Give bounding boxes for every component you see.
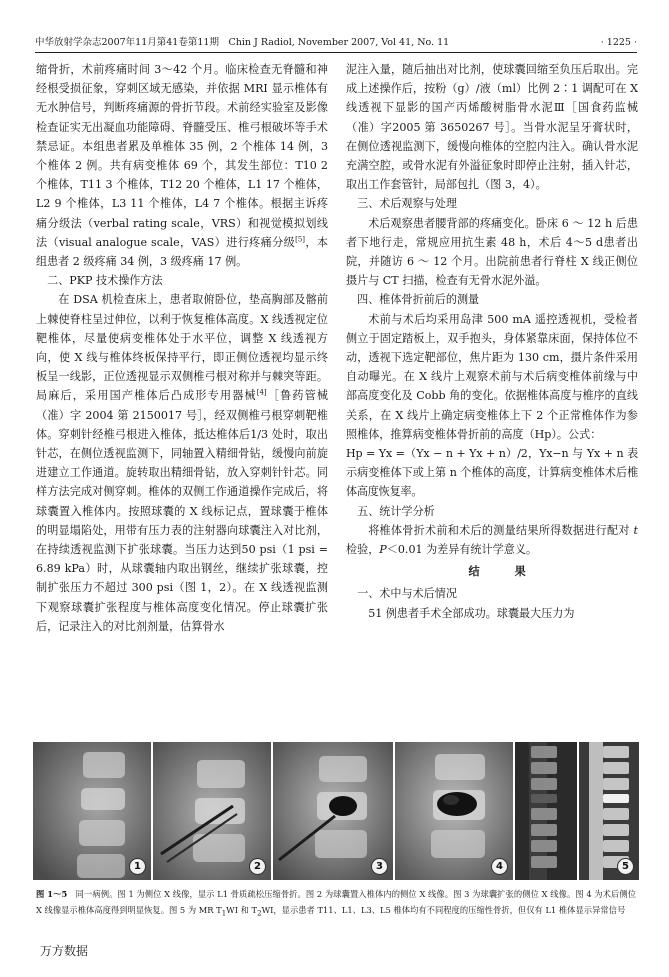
left-column <box>36 60 328 736</box>
paragraph-pkp-procedure: 在 DSA 机检查床上，患者取俯卧位，垫高胸部及髂前上棘使脊柱呈过伸位，以利于恢复椎体高度。X 线透视定位靶椎体，尽量使病变椎体处于水平位，调整 X 线透视方向，使 X 线与椎体终板保持平行，即正侧位透视均显示终板呈一线影，正位透视显示双侧椎弓根对称并与棘突等距。局麻后，采用国产椎体后凸成形专用器械[4]［鲁药管械（准）字 2004 第 2150017 号］，经双侧椎弓根穿刺靶椎体。穿刺针经椎弓根进入椎体，抵达椎体后1/3 处时，取出针芯，在侧位透视监测下，同轴置入精细骨钻，缓慢向前旋进建立工作通道。旋转取出精细骨钻，放入穿刺针针芯。同样方法完成对侧穿刺。椎体的双侧工作通道操作完成后，将球囊置入椎体内。按照球囊的 X 线标记点，置球囊于椎体的明显塌陷处，用带有压力表的注射器向球囊注入对比剂，在持续透视监测下扩张球囊。当压力达到50 psi（1 psi = 6.89 kPa）时，从球囊轴内取出钢丝，继续扩张球囊，控制扩张压力不超过 300 psi（图 1，2）。在 X 线透视监测下观察球囊扩张程度与椎体高度变化情况。停止球囊扩张后，记录注入的对比剂剂量，估算骨水 <box>36 293 328 633</box>
figure-panel-1 <box>33 742 151 880</box>
right-column <box>346 60 638 736</box>
database-watermark: 万方数据 <box>40 944 89 958</box>
paragraph-cement: 泥注入量，随后抽出对比剂，使球囊回缩至负压后取出。完成上述操作后，按粉（g）/液（ml）比例 2∶1 调配可在 X 线透视下显影的国产丙烯酸树脂骨水泥Ⅲ［国食药监械（准）字2005 第 3650267 号］。当骨水泥呈牙膏状时，在侧位透视监测下，缓慢向椎体的空腔内注入。确认骨水泥充满空腔，或骨水泥有外溢征象时即停止注射，插入针芯，取出工作套管针，局部包扎（图 3，4）。 <box>346 63 638 192</box>
section-heading-measurement: 四、椎体骨折前后的测量 <box>357 293 480 307</box>
caption-label: 图 1～5 <box>36 889 68 899</box>
journal-citation: 中华放射学杂志2007年11月第41卷第11期 Chin J Radiol, November 2007, Vol 41, No. 11 <box>35 37 450 48</box>
section-heading-postop: 三、术后观察与处理 <box>357 197 457 211</box>
paragraph-results: 51 例患者手术全部成功。球囊最大压力为 <box>368 606 575 620</box>
figure-number-badge: 2 <box>249 858 266 875</box>
figure-caption: 图 1～5 同一病例。图 1 为侧位 X 线像，显示 L1 骨质疏松压缩骨折。图 2 为球囊置入椎体内的侧位 X 线像。图 3 为球囊扩张的侧位 X 线像。图 4 为术后侧位 X 线像显示椎体高度得到明显恢复。图 5 为 MR $T_1WI$ 和 $T_2WI$，显示患者 T11、L1、L3、L5 椎体均有不同程度的压缩性骨折，但仅有 L1 椎体显示异常信号 <box>36 889 636 918</box>
section-heading-results-sub: 一、术中与术后情况 <box>357 587 457 601</box>
figure-number-badge: 4 <box>491 858 508 875</box>
figure-panel-4 <box>395 742 513 880</box>
mri-t1-image <box>515 742 577 880</box>
figure-panel-3 <box>273 742 393 880</box>
paragraph-measurement: 术前与术后均采用岛津 500 mA 遥控透视机，受检者侧立于固定踏板上，双手抱头，身体紧靠床面，保持体位不动，透视下选定靶部位，焦片距为 130 cm，摄片条件采用自动曝光。在 X 线片上观察术前与术后病变椎体前缘与中部高度变化及 Cobb 角的变化。依据椎体高度与椎序的直线关系，在 X 线片上确定病变椎体上下 2 个正常椎体作为参照椎体，推算病变椎体骨折前的高度（Hp）。公式： <box>346 312 638 441</box>
figure-panel-2 <box>153 742 271 880</box>
paragraph-postop: 术后观察患者腰背部的疼痛变化。卧床 6 ～ 12 h 后患者下地行走，常规应用抗生素 48 h，术后 4～5 d患者出院，并随访 6 ～ 12 个月。出院前患者行脊柱 X 线正侧位摄片与 CT 扫描，检查有无骨水泥外溢。 <box>346 216 638 288</box>
figure-strip <box>33 742 639 880</box>
figure-number-badge: 5 <box>617 858 634 875</box>
figure-number-badge: 1 <box>129 858 146 875</box>
page-number: · 1225 · <box>600 37 637 48</box>
citation-ref: [4] <box>256 388 267 397</box>
paragraph-patients: 缩骨折，术前疼痛时间 3～42 个月。临床检查无脊髓和神经根受损征象，穿刺区域无感染，并依据 MRI 显示椎体有无水肿信号，判断疼痛源的骨折节段。术前经实验室及影像检查证实无出凝血功能障碍、脊髓受压、椎弓根破坏等手术禁忌证。本组患者累及单椎体 35 例，2 个椎体 14 例，3 个椎体 2 例。共有病变椎体 69 个，其发生部位：T10 2 个椎体，T11 3 个椎体，T12 20 个椎体，L1 17 个椎体，L2 9 个椎体，L3 11 个椎体，L4 7 个椎体。根据主诉疼痛分级法（verbal rating scale，VRS）和视觉模拟划线法（visual analogue scale，VAS）进行疼痛分级[5]，本组患者 2 级疼痛 34 例，3 级疼痛 17 例。 <box>36 63 328 269</box>
section-heading-statistics: 五、统计学分析 <box>357 504 435 518</box>
section-heading-pkp: 二、PKP 技术操作方法 <box>47 274 163 288</box>
section-heading-results: 结 果 <box>468 565 538 579</box>
running-header <box>35 36 637 53</box>
citation-ref: [5] <box>295 235 306 244</box>
paragraph-statistics: 将椎体骨折术前和术后的测量结果所得数据进行配对 t 检验，P＜0.01 为差异有统计学意义。 <box>346 523 638 557</box>
figure-panel-5b <box>579 742 639 880</box>
height-formula: Hp = Yx =（Yx − n + Yx + n）/2，Yx−n 与 Yx + n 表示病变椎体下或上第 n 个椎体的高度，计算病变椎体术后椎体高度恢复率。 <box>346 447 638 499</box>
figure-number-badge: 3 <box>371 858 388 875</box>
figure-panel-5a <box>515 742 577 880</box>
